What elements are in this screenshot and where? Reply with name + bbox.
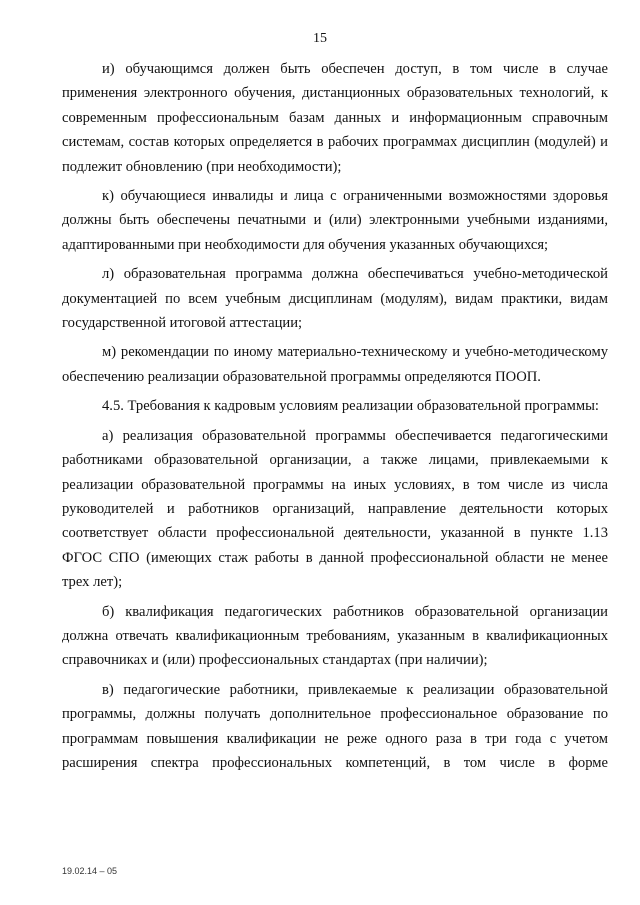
- section-heading-4-5: 4.5. Требования к кадровым условиям реализации образовательной программы:: [102, 398, 599, 415]
- paragraph-a: а) реализация образовательной программы обеспечивается педагогическими работниками образовательной организации, а также лицами, привлекаемыми к реализации образовательной программы на иных условиях, в том числе из числа руководителей и работников организаций, направление деятельности которых соответствует области профессиональной деятельности, указанной в пункте 1.13 ФГОС СПО (имеющих стаж работы в данной профессиональной области не менее трех лет);: [62, 427, 608, 591]
- page-number: 15: [313, 31, 327, 46]
- paragraph-b: б) квалификация педагогических работников образовательной организации должна отвечать квалификационным требованиям, указанным в квалификационных справочниках и (или) профессиональных стандартах (при наличии);: [62, 603, 608, 669]
- paragraph-k: к) обучающиеся инвалиды и лица с ограниченными возможностями здоровья должны быть обеспечены печатными и (или) электронными учебными изданиями, адаптированными при необходимости для обучения указанных обучающихся;: [62, 188, 608, 253]
- paragraph-v: в) педагогические работники, привлекаемые к реализации образовательной программы, должны получать дополнительное профессиональное образование по программам повышения квалификации не реже одного раза в три года с учетом расширения спектра профессиональных компетенций, в том числе в форме: [62, 681, 608, 771]
- document-body: [62, 57, 608, 780]
- paragraph-l: л) образовательная программа должна обеспечиваться учебно-методической документацией по всем учебным дисциплинам (модулям), видам практики, видам государственной итоговой аттестации;: [62, 266, 608, 332]
- document-code: 19.02.14 – 05: [62, 866, 118, 876]
- paragraph-m: м) рекомендации по иному материально-техническому и учебно-методическому обеспечению реализации образовательной программы определяются ПООП.: [62, 344, 608, 385]
- paragraph-i: и) обучающимся должен быть обеспечен доступ, в том числе в случае применения электронного обучения, дистанционных образовательных технологий, к современным профессиональным базам данных и информационным справочным системам, состав которых определяется в рабочих программах дисциплин (модулей) и подлежит обновлению (при необходимости);: [62, 61, 608, 175]
